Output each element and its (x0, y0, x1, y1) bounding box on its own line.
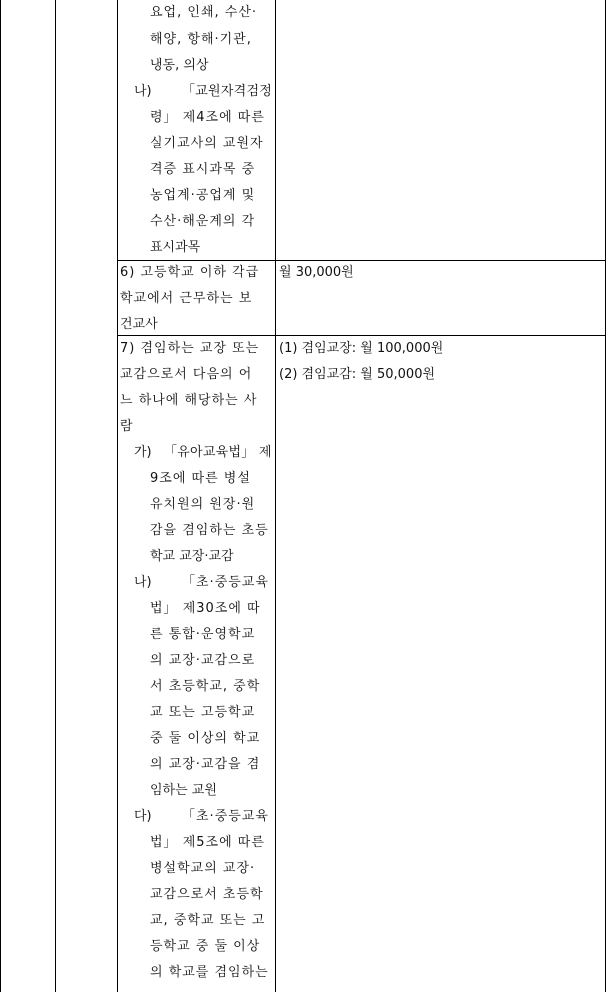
text-line: 병설학교의 교장· (150, 861, 256, 876)
list-marker: 다) (134, 809, 152, 824)
text-line: 람 (120, 419, 133, 434)
text-line: 감을 겸임하는 초등 (150, 523, 269, 538)
text-line: 9조에 따른 병설 (150, 471, 251, 486)
list-marker: 나) (134, 575, 152, 590)
text-line: 의 교장·교감으로 (150, 653, 256, 668)
text-line: 의 교장·교감을 겸 (150, 757, 261, 772)
text-line: 학교 교장·교감 (150, 549, 234, 564)
table-column-divider-1 (55, 0, 56, 992)
amount-line: (2) 겸임교감: 월 50,000원 (279, 367, 436, 382)
text-line: 교 또는 고등학교 (150, 705, 256, 720)
text-line: 「초·중등교육 (182, 809, 269, 824)
text-line: 수산·해운계의 각 (150, 214, 256, 229)
text-line: 교감으로서 초등학 (150, 887, 264, 902)
list-marker: 나) (134, 84, 152, 99)
text-line: 6) 고등학교 이하 각급 (120, 265, 260, 280)
table-column-divider-2 (117, 0, 118, 992)
text-line: 법」 제30조에 따 (150, 601, 261, 616)
text-line: 표시과목 (150, 240, 201, 255)
text-line: 서 초등학교, 중학 (150, 679, 261, 694)
text-line: 교, 중학교 또는 고 (150, 913, 266, 928)
text-line: 느 하나에 해당하는 사 (120, 393, 258, 408)
list-marker: 가) (134, 445, 152, 460)
text-line: 법」 제5조에 따른 (150, 835, 265, 850)
amount-line: (1) 겸임교장: 월 100,000원 (279, 341, 444, 356)
text-line: 「초·중등교육 (182, 575, 269, 590)
text-line: 교감으로서 다음의 어 (120, 367, 253, 382)
text-line: 해양, 항해·기관, (150, 32, 252, 47)
text-line: 임하는 교원 (150, 783, 217, 798)
text-line: 격증 표시과목 중 (150, 162, 256, 177)
text-line: 른 통합·운영학교 (150, 627, 256, 642)
text-line: 유치원의 원장·원 (150, 497, 256, 512)
text-line: 실기교사의 교원자 (150, 136, 264, 151)
text-line: 령」 제4조에 따른 (150, 110, 265, 125)
text-line: 건교사 (120, 317, 158, 332)
text-line: 요업, 인쇄, 수산· (150, 5, 258, 20)
text-line: 중 둘 이상의 학교 (150, 731, 261, 746)
row-divider-6 (117, 260, 606, 261)
text-line: 「유아교육법」 제 (164, 445, 272, 460)
text-line: 학교에서 근무하는 보 (120, 291, 253, 306)
row-6-amount: 월 30,000원 (279, 265, 354, 280)
text-line: 의 학교를 겸임하는 (150, 965, 269, 980)
text-line: 냉동, 의상 (150, 58, 209, 73)
text-line: 등학교 중 둘 이상 (150, 939, 261, 954)
text-line: 「교원자격검정 (182, 84, 273, 99)
text-line: 7) 겸임하는 교장 또는 (120, 341, 260, 356)
text-line: 농업계·공업계 및 (150, 188, 256, 203)
table-border-left (0, 0, 1, 992)
row-divider-7 (117, 335, 606, 336)
table-border-right (605, 0, 606, 992)
table-column-divider-3 (275, 0, 276, 992)
